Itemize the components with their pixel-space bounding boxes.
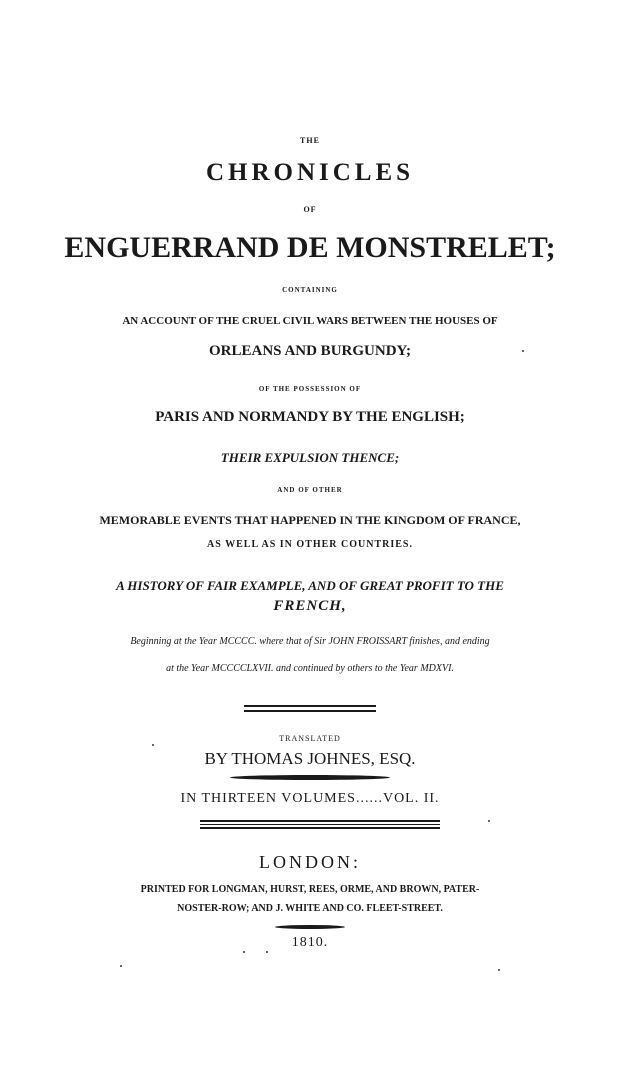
history-line-2: FRENCH, xyxy=(273,598,347,614)
account-line-1: AN ACCOUNT OF THE CRUEL CIVIL WARS BETWEEN THE HOUSES OF xyxy=(122,315,498,327)
speck-7 xyxy=(498,969,500,971)
printed-line-2: NOSTER-ROW; AND J. WHITE AND CO. FLEET-STREET. xyxy=(177,903,443,914)
beginning-line-2: at the Year MCCCCLXVII. and continued by others to the Year MDXVI. xyxy=(166,663,454,674)
year-line: 1810. xyxy=(291,935,329,950)
history-line-1: A HISTORY OF FAIR EXAMPLE, AND OF GREAT PROFIT TO THE xyxy=(116,578,504,593)
double-rule-bottom xyxy=(244,710,376,712)
speck-2 xyxy=(152,744,154,746)
account-line-2: ORLEANS AND BURGUNDY; xyxy=(209,343,411,359)
volumes-line: IN THIRTEEN VOLUMES......VOL. II. xyxy=(180,791,440,806)
paris-normandy-line: PARIS AND NORMANDY BY THE ENGLISH; xyxy=(155,409,465,425)
author-title: ENGUERRAND DE MONSTRELET; xyxy=(64,231,556,264)
triple-rule-2 xyxy=(200,824,440,825)
beginning-line-1: Beginning at the Year MCCCC. where that of Sir JOHN FROISSART finishes, and ending xyxy=(130,636,490,647)
triple-rule-3 xyxy=(200,827,440,829)
speck-6 xyxy=(266,951,268,953)
memorable-line-1: MEMORABLE EVENTS THAT HAPPENED IN THE KINGDOM OF FRANCE, xyxy=(99,513,521,527)
tapered-rule-2 xyxy=(275,925,345,929)
and-other-label: AND OF OTHER xyxy=(277,486,343,494)
translator-line: BY THOMAS JOHNES, ESQ. xyxy=(204,749,416,768)
speck-5 xyxy=(243,951,245,953)
the-heading: THE xyxy=(300,136,320,145)
of-label: OF xyxy=(303,205,317,214)
city-line: LONDON: xyxy=(259,852,361,872)
expulsion-line: THEIR EXPULSION THENCE; xyxy=(220,450,400,465)
containing-label: CONTAINING xyxy=(282,286,338,294)
speck-3 xyxy=(488,820,490,822)
translated-label: TRANSLATED xyxy=(279,734,341,743)
possession-label: OF THE POSSESSION OF xyxy=(258,385,362,393)
chronicles-title: CHRONICLES xyxy=(205,159,415,186)
tapered-rule-1 xyxy=(230,775,390,780)
speck-4 xyxy=(120,965,122,967)
speck-1 xyxy=(522,350,524,352)
double-rule-top xyxy=(244,705,376,707)
memorable-line-2: AS WELL AS IN OTHER COUNTRIES. xyxy=(207,539,413,550)
printed-line-1: PRINTED FOR LONGMAN, HURST, REES, ORME, AND BROWN, PATER- xyxy=(140,884,480,895)
triple-rule-1 xyxy=(200,820,440,822)
